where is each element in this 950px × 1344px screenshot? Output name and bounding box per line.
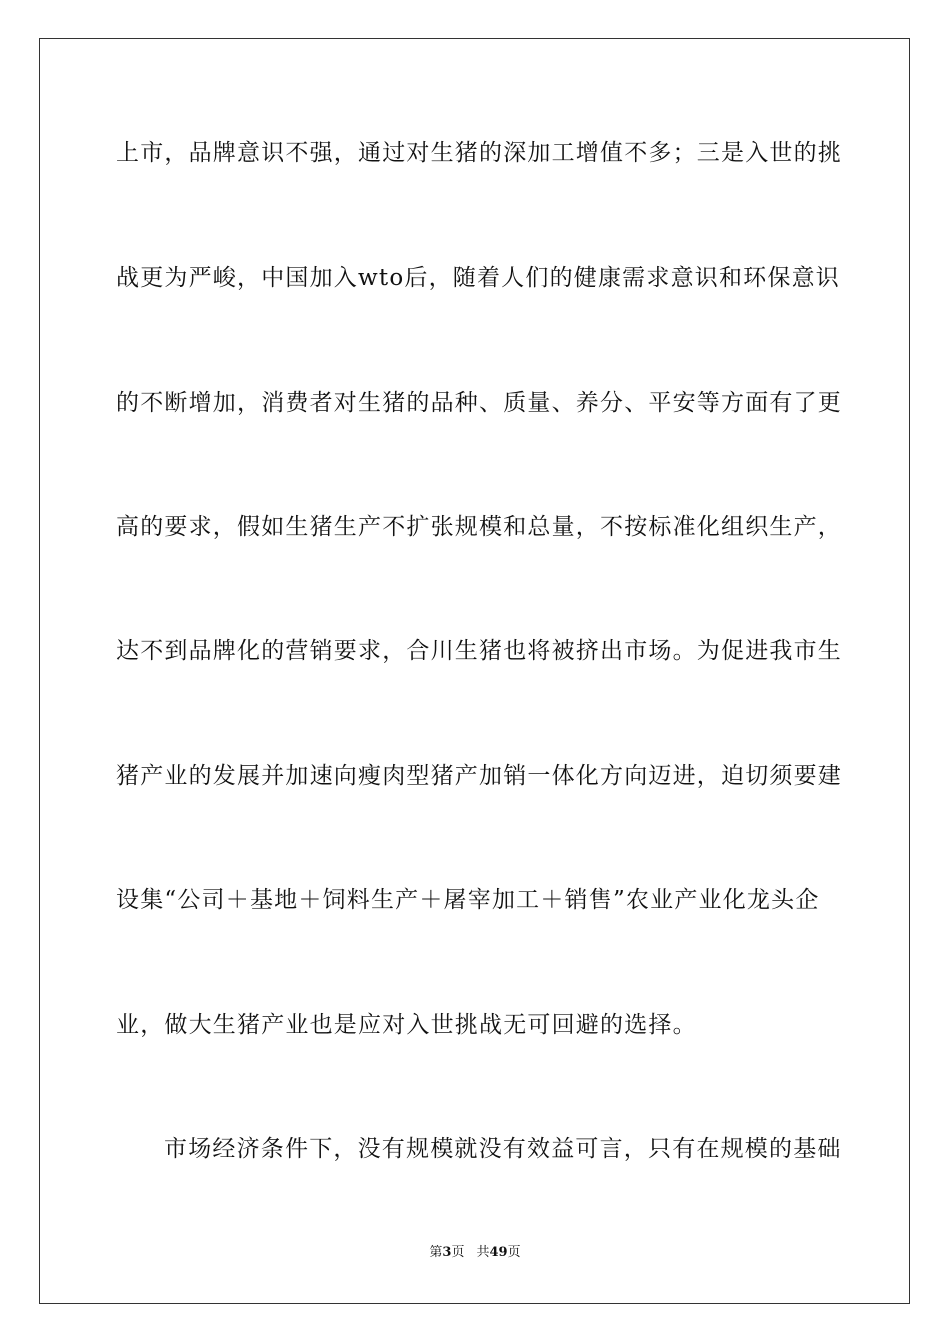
body-line-3: 的不断增加，消费者对生猪的品种、质量、养分、平安等方面有了更 xyxy=(116,390,842,416)
page-footer xyxy=(0,1244,950,1262)
page-suffix: 页 xyxy=(451,1245,465,1260)
page-border xyxy=(39,38,910,1304)
paragraph-start-line: 市场经济条件下，没有规模就没有效益可言，只有在规模的基础 xyxy=(164,1136,842,1162)
body-line-1: 上市，品牌意识不强，通过对生猪的深加工增值不多；三是入世的挑 xyxy=(116,140,842,166)
body-line-7: 设集“公司＋基地＋饲料生产＋屠宰加工＋销售”农业产业化龙头企 xyxy=(116,887,820,913)
page-number: 3 xyxy=(442,1245,452,1260)
body-line-6: 猪产业的发展并加速向瘦肉型猪产加销一体化方向迈进，迫切须要建 xyxy=(116,763,842,789)
body-line-2: 战更为严峻，中国加入wto后，随着人们的健康需求意识和环保意识 xyxy=(116,265,840,291)
total-suffix: 页 xyxy=(507,1245,521,1260)
page-prefix: 第 xyxy=(429,1245,443,1260)
total-pages: 49 xyxy=(489,1245,508,1260)
body-line-8: 业，做大生猪产业也是应对入世挑战无可回避的选择。 xyxy=(116,1012,697,1038)
total-prefix: 共 xyxy=(476,1245,490,1260)
body-line-4: 高的要求，假如生猪生产不扩张规模和总量，不按标准化组织生产， xyxy=(116,514,842,540)
body-line-5: 达不到品牌化的营销要求，合川生猪也将被挤出市场。为促进我市生 xyxy=(116,638,842,664)
